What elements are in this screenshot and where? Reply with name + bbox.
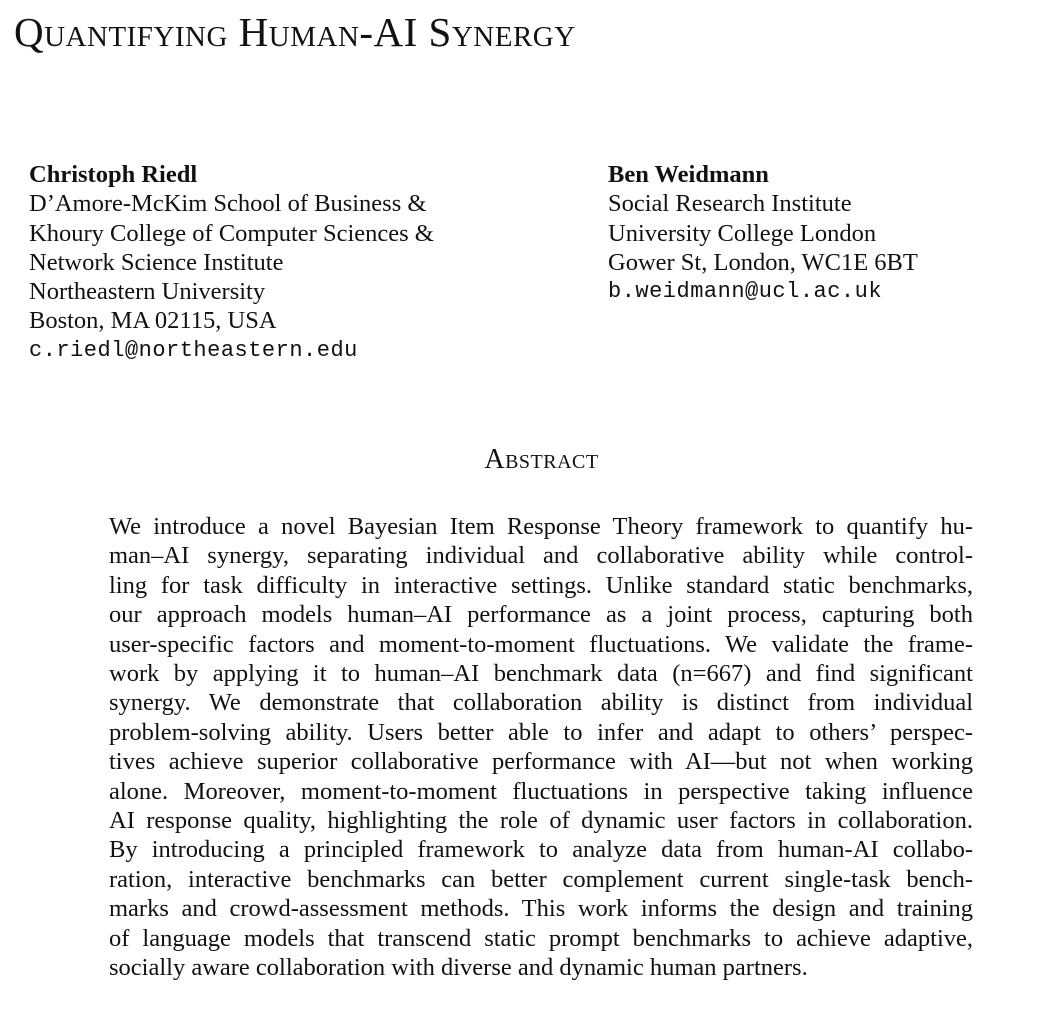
author-name: Ben Weidmann <box>608 161 769 188</box>
abstract-line: user-specific factors and moment-to-moment fluctuations. We validate the frame- <box>109 630 973 658</box>
author-affiliation-line: Khoury College of Computer Sciences & <box>29 219 434 247</box>
abstract-line: of language models that transcend static prompt benchmarks to achieve adaptive, <box>109 924 973 952</box>
abstract-line: alone. Moreover, moment-to-moment fluctuations in perspective taking influence <box>109 777 973 805</box>
abstract-body <box>109 512 973 983</box>
author-block-weidmann <box>608 160 918 306</box>
abstract-line: ling for task difficulty in interactive settings. Unlike standard static benchmarks, <box>109 571 973 599</box>
paper-title: Quantifying Human-AI Synergy <box>14 9 576 55</box>
abstract-line: AI response quality, highlighting the role of dynamic user factors in collaboration. <box>109 807 973 835</box>
abstract-heading: Abstract <box>484 444 599 475</box>
abstract-line: marks and crowd-assessment methods. This work informs the design and training <box>109 895 973 923</box>
abstract-line: By introducing a principled framework to analyze data from human-AI collabo- <box>109 836 973 864</box>
abstract-line: ration, interactive benchmarks can better complement current single-task bench- <box>109 865 973 893</box>
author-email: c.riedl@northeastern.edu <box>29 337 358 363</box>
author-name: Christoph Riedl <box>29 161 198 188</box>
author-affiliation-line: Social Research Institute <box>608 190 852 218</box>
abstract-line: our approach models human–AI performance as a joint process, capturing both <box>109 601 973 629</box>
abstract-line: problem-solving ability. Users better able to infer and adapt to others’ perspec- <box>109 718 973 746</box>
author-affiliation-line: Network Science Institute <box>29 248 284 276</box>
abstract-line: man–AI synergy, separating individual and collaborative ability while control- <box>109 542 973 570</box>
author-affiliation-line: University College London <box>608 219 877 247</box>
abstract-line: We introduce a novel Bayesian Item Response Theory framework to quantify hu- <box>109 513 973 540</box>
author-block-riedl <box>29 160 434 365</box>
abstract-line: work by applying it to human–AI benchmark data (n=667) and find significant <box>109 660 973 688</box>
author-affiliation-line: Northeastern University <box>29 278 266 306</box>
abstract-line: tives achieve superior collaborative performance with AI—but not when working <box>109 748 973 776</box>
abstract-line: socially aware collaboration with diverse and dynamic human partners. <box>109 954 808 982</box>
author-affiliation-line: D’Amore-McKim School of Business & <box>29 190 427 218</box>
author-email: b.weidmann@ucl.ac.uk <box>608 279 883 305</box>
author-affiliation-line: Boston, MA 02115, USA <box>29 307 277 335</box>
abstract-line: synergy. We demonstrate that collaboration ability is distinct from individual <box>109 689 973 717</box>
author-affiliation-line: Gower St, London, WC1E 6BT <box>608 248 918 276</box>
